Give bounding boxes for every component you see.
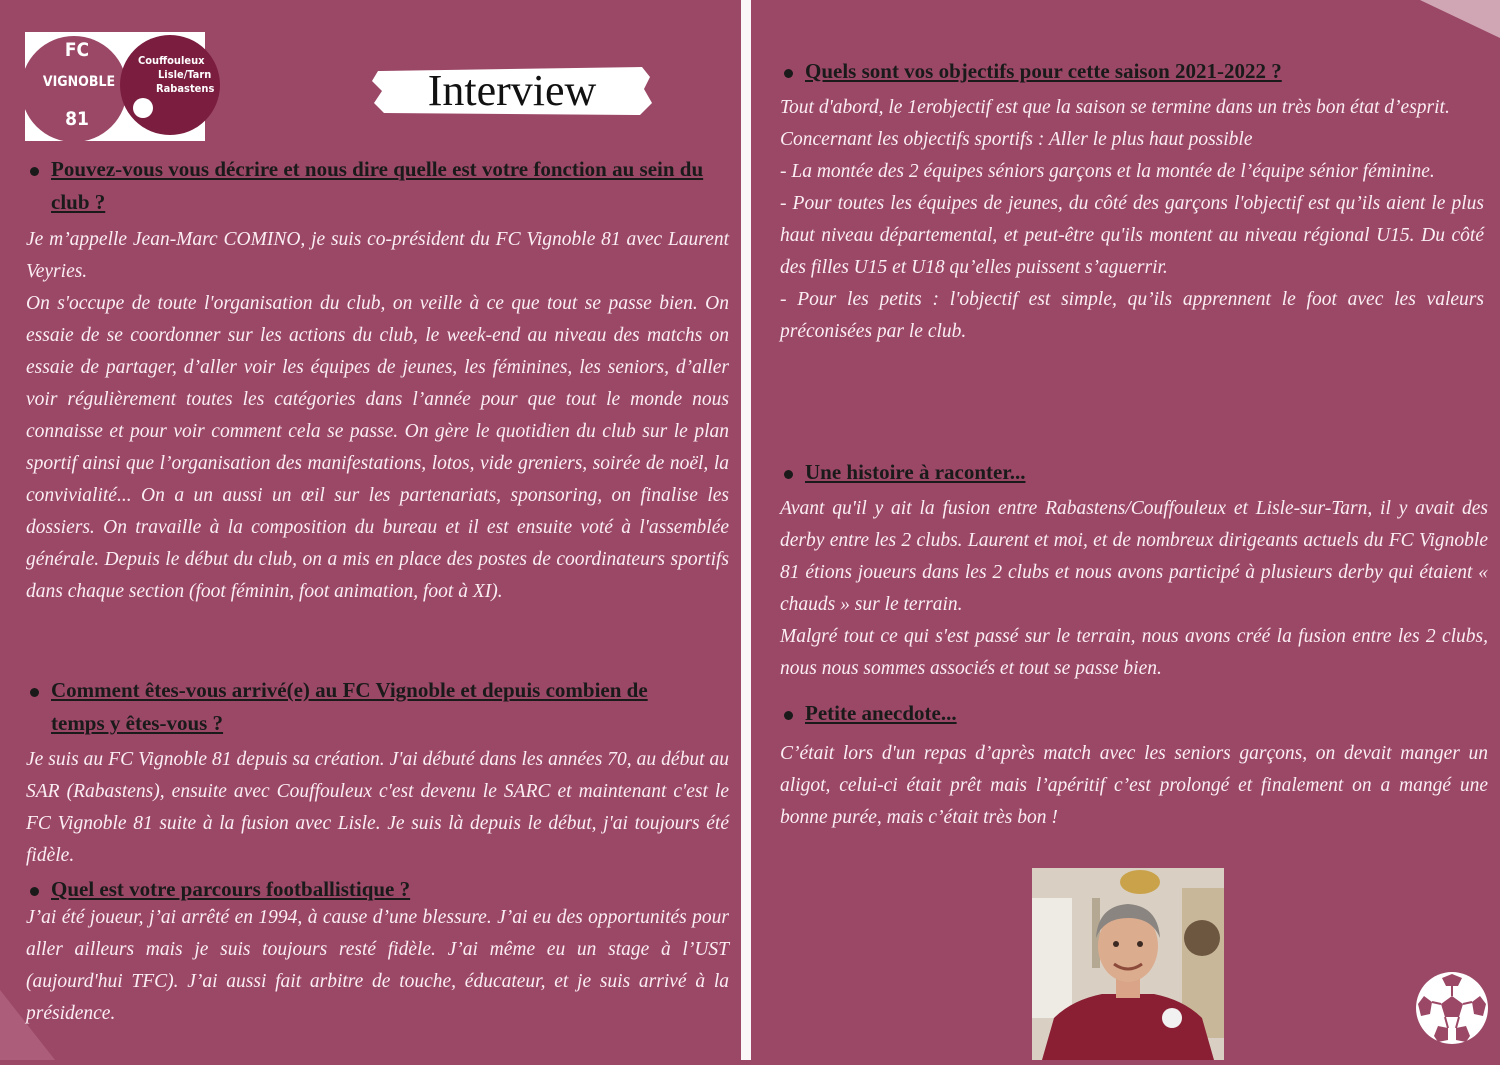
question-heading: Comment êtes-vous arrivé(e) au FC Vignoble et depuis combien de temps y êtes-vous ? — [51, 674, 651, 740]
question-heading: Quels sont vos objectifs pour cette saison 2021-2022 ? — [805, 55, 1465, 88]
logo-text: FC — [64, 39, 90, 61]
answer-text: J’ai été joueur, j’ai arrêté en 1994, à cause d’une blessure. J’ai eu des opportunités pour aller ailleurs mais je suis toujours resté fidèle. J’ai même eu un stage à l’UST (aujourd'hui TFC). J’ai aussi fait arbitre de touche, éducateur, et je suis arrivé à la présidence. — [26, 907, 729, 1024]
corner-decoration — [1420, 0, 1500, 40]
answer-text: C’était lors d'un repas d’après match avec les seniors garçons, on devait manger un aligot, celui-ci était prêt mais l’apéritif c’est prolongé et finalement on a mangé une bonne purée, mais c’était très bon ! — [780, 743, 1488, 828]
logo-text: VIGNOBLE — [42, 74, 116, 90]
bullet-icon — [784, 69, 793, 78]
question-heading: Petite anecdote... — [805, 697, 1465, 730]
answer-text: Tout d'abord, le 1erobjectif est que la saison se termine dans un très bon état d’esprit. Concernant les objectifs sportifs : Aller le plus haut possible - La montée des 2 équipes séniors garçons et la montée de l’équipe sénior féminine. - Pour toutes les équipes de jeunes, du côté des garçons l'objectif est qu’ils aient le plus haut niveau départemental, et peut-être qu'ils montent au niveau régional U15. Du côté des filles U15 et U18 qu’elles puissent s’aguerrir. - Pour les petits : l'objectif est simple, qu’ils apprennent le foot avec les valeurs préconisées par le club. — [780, 97, 1484, 342]
question-heading: Une histoire à raconter... — [805, 456, 1465, 489]
bullet-icon — [30, 167, 39, 176]
page-title: Interview — [427, 66, 597, 115]
title-banner — [372, 63, 652, 117]
answer-text: Avant qu'il y ait la fusion entre Rabastens/Couffouleux et Lisle-sur-Tarn, il y avait des derby entre les 2 clubs. Laurent et moi, et de nombreux dirigeants actuels du FC Vignoble 81 étions joueurs dans les 2 clubs et nous avons participé à plusieurs derby qui étaient « chauds » sur le terrain. Malgré tout ce qui s'est passé sur le terrain, nous avons créé la fusion entre les 2 clubs, nous nous sommes associés et tout se passe bien. — [780, 498, 1488, 679]
logo-text: 81 — [65, 108, 89, 130]
bullet-icon — [784, 711, 793, 720]
logo-ball-icon — [133, 98, 153, 118]
soccer-ball-icon — [1414, 970, 1490, 1046]
answer-text: Je m’appelle Jean-Marc COMINO, je suis co-président du FC Vignoble 81 avec Laurent Veyries. On s'occupe de toute l'organisation du club, on veille à ce que tout se passe bien. On essaie de se coordonner sur les actions du club, le week-end au niveau des matchs on essaie de partager, d’aller voir les équipes de jeunes, les féminines, les seniors, d’aller voir régulièrement toutes les catégories dans l’année pour que tout le monde nous connaisse et pour voir comment cela se passe. On gère le quotidien du club sur le plan sportif ainsi que l’organisation des manifestations, lotos, vide greniers, soirée de noël, la convivialité... On a un aussi un œil sur les partenariats, sponsoring, on finalise les dossiers. On travaille à la composition du bureau et il est ensuite voté à l'assemblée générale. Depuis le début du club, on a mis en place des postes de coordinateurs sportifs dans chaque section (foot féminin, foot animation, foot à XI). — [26, 229, 729, 602]
question-heading: Pouvez-vous vous décrire et nous dire quelle est votre fonction au sein du club ? — [51, 153, 731, 219]
bullet-icon — [30, 688, 39, 697]
bullet-icon — [30, 887, 39, 896]
bullet-icon — [784, 470, 793, 479]
answer-text: Je suis au FC Vignoble 81 depuis sa création. J'ai débuté dans les années 70, au début au SAR (Rabastens), ensuite avec Couffouleux c'est devenu le SARC et maintenant c'est le FC Vignoble 81 suite à la fusion avec Lisle. Je suis là depuis le début, j'ai toujours été fidèle. — [26, 749, 729, 866]
page-divider — [741, 0, 751, 1060]
logo-towns: Couffouleux Lisle/Tarn Rabastens — [138, 54, 215, 95]
question-heading: Quel est votre parcours footballistique ? — [51, 873, 651, 906]
president-photo — [1032, 868, 1224, 1060]
club-logo — [25, 32, 215, 141]
